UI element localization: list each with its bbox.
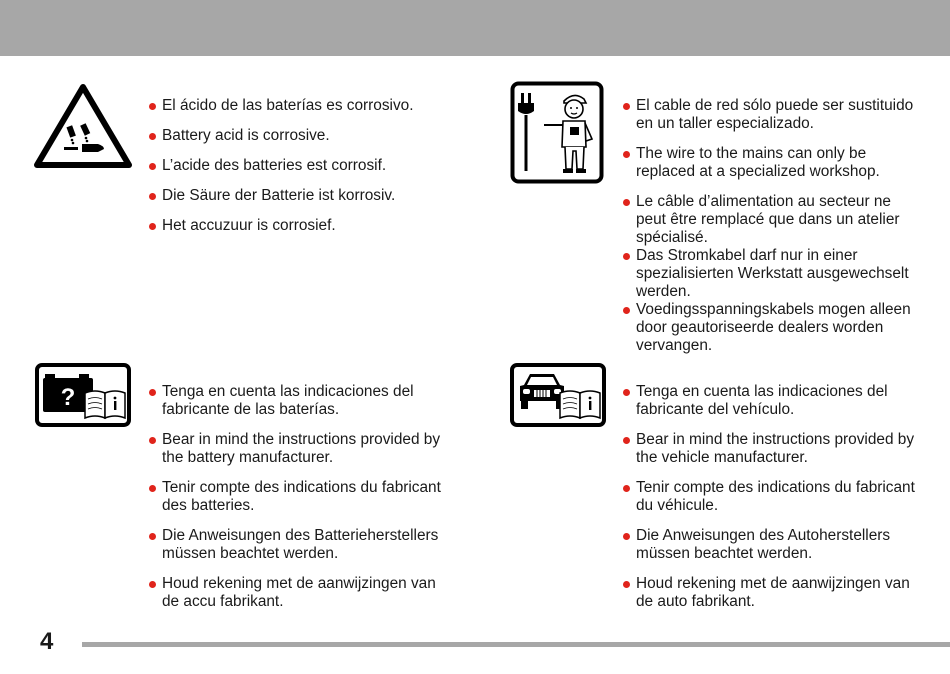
cable-warning-list	[623, 97, 943, 355]
footer-rule	[82, 642, 950, 647]
list-item: Houd rekening met de aanwijzingen van de auto fabrikant.	[623, 575, 943, 611]
manual-book-icon	[560, 391, 600, 418]
list-item: Die Anweisungen des Batterieherstellers müssen beachtet werden.	[149, 527, 469, 563]
technician-plug-icon	[510, 81, 604, 189]
list-item: Bear in mind the instructions provided by the vehicle manufacturer.	[623, 431, 943, 467]
list-item: Le câble d’alimentation au secteur ne peut être remplacé que dans un atelier spécialisé.	[623, 193, 943, 247]
acid-warning-list	[149, 97, 469, 235]
list-item: Tenga en cuenta las indicaciones del fabricante del vehículo.	[623, 383, 943, 419]
list-item: L’acide des batteries est corrosif.	[149, 157, 469, 175]
header-band	[0, 0, 950, 56]
list-item: Battery acid is corrosive.	[149, 127, 469, 145]
vehicle-manufacturer-list	[623, 383, 943, 611]
list-item: Das Stromkabel darf nur in einer spezialisierten Werkstatt ausgewechselt werden.	[623, 247, 943, 301]
list-item: Voedingsspanningskabels mogen alleen door geautoriseerde dealers worden vervangen.	[623, 301, 943, 355]
list-item: The wire to the mains can only be replaced at a specialized workshop.	[623, 145, 943, 181]
manual-book-icon	[85, 391, 125, 418]
list-item: Bear in mind the instructions provided by the battery manufacturer.	[149, 431, 469, 467]
car-manual-icon	[510, 363, 606, 432]
battery-manual-icon	[35, 363, 131, 432]
page-number: 4	[40, 628, 54, 655]
question-mark-icon: ?	[60, 384, 76, 411]
list-item: El ácido de las baterías es corrosivo.	[149, 97, 469, 115]
list-item: Tenga en cuenta las indicaciones del fabricante de las baterías.	[149, 383, 469, 419]
list-item: Die Anweisungen des Autoherstellers müssen beachtet werden.	[623, 527, 943, 563]
list-item: Het accuzuur is corrosief.	[149, 217, 469, 235]
list-item: Tenir compte des indications du fabricant des batteries.	[149, 479, 469, 515]
battery-manufacturer-list	[149, 383, 469, 611]
list-item: Tenir compte des indications du fabricant du véhicule.	[623, 479, 943, 515]
list-item: Die Säure der Batterie ist korrosiv.	[149, 187, 469, 205]
list-item: El cable de red sólo puede ser sustituido en un taller especializado.	[623, 97, 943, 133]
list-item: Houd rekening met de aanwijzingen van de accu fabrikant.	[149, 575, 469, 611]
corrosive-warning-icon	[33, 83, 133, 174]
